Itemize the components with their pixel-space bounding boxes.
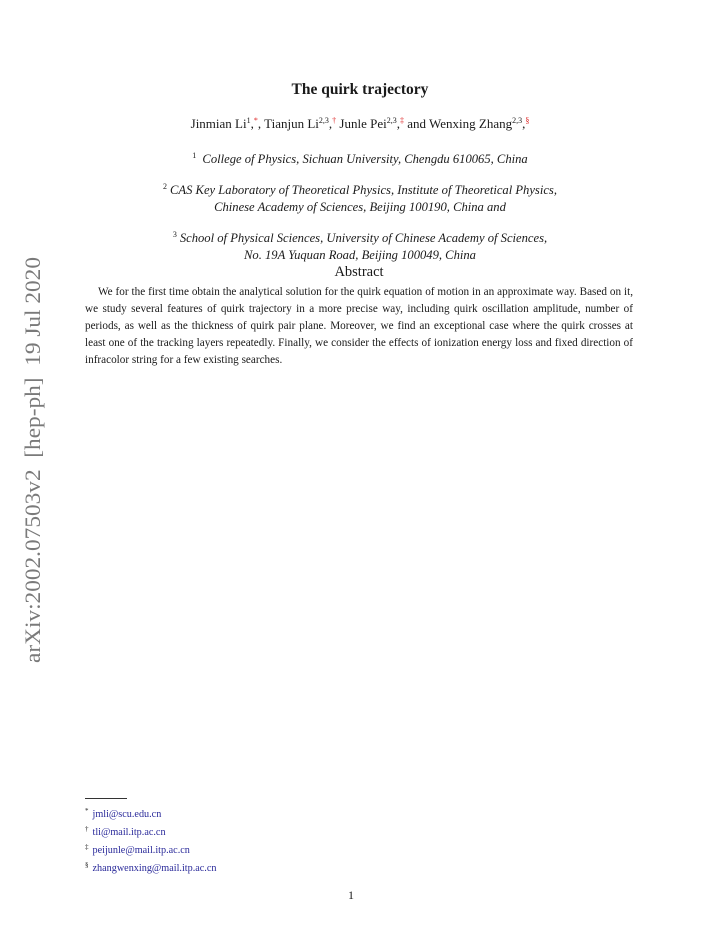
author: Wenxing Zhang$^{2,3}$,§ [429,116,530,131]
arxiv-stamp [14,255,50,665]
page-number: 1 [348,888,354,902]
affiliation-1-line-1: College of Physics, Sichuan University, Chengdu 610065, China [202,152,528,166]
author-footnote-mark[interactable]: † [332,116,337,125]
affiliation-3-line-1: School of Physical Sciences, University of Chinese Academy of Sciences, [179,231,548,245]
abstract-paragraph: We for the first time obtain the analytical solution for the quirk equation of motion in an approximate way. Based on it, we study several features of quirk trajectory in a more precise way, including quirk oscillation amplitude, number of periods, as well as the thickness of quirk pair plane. Moreover, we find an exceptional case where the quirk crosses at least one of the tracking layers repeatedly. Finally, we consider the effects of ionization energy loss and fixed direction of infracolor string for a few existing searches. [85,286,633,366]
arxiv-stamp-svg [14,255,50,665]
footnote-mark: † [85,825,89,833]
affiliation-1-number: 1 [192,151,197,160]
affiliation-3-number: 3 [172,230,177,239]
affiliation-2-number: 2 [163,182,167,191]
author-name: Wenxing Zhang [429,116,513,131]
author-name: Junle Pei [339,116,387,131]
footnote-email-link[interactable]: jmli@scu.edu.cn [92,809,162,820]
abstract-heading: Abstract [334,264,384,280]
affiliation-3-line-2: No. 19A Yuquan Road, Beijing 100049, China [244,248,476,262]
author: Tianjun Li$^{2,3}$,† [264,116,337,131]
footnotes [85,804,216,876]
affiliation-2-line-2: Chinese Academy of Sciences, Beijing 100190, China and [214,200,506,214]
abstract-body [85,284,633,369]
author-separator: and [403,116,430,131]
footnote-mark: * [85,807,89,815]
affiliation-2-line-1: CAS Key Laboratory of Theoretical Physics, Institute of Theoretical Physics, [170,183,557,197]
author-affiliation-mark: 2,3 [512,116,523,125]
footnote-mark: § [85,861,89,869]
affiliation-1 [0,147,720,168]
footnote-item [85,804,216,822]
footnote-item [85,822,216,840]
author-list [0,116,720,132]
author-affiliation-mark: 1 [246,116,251,125]
affiliation-3 [0,226,720,264]
footnote-email-link[interactable]: tli@mail.itp.ac.cn [92,827,166,838]
author: Junle Pei$^{2,3}$,‡ [339,116,404,131]
affiliation-2 [0,178,720,216]
author: Jinmian Li$^1$,* [190,116,258,131]
author-affiliation-mark: 2,3 [386,116,397,125]
author-footnote-mark[interactable]: * [253,116,258,125]
footnote-mark: ‡ [85,843,89,851]
footnote-item [85,858,216,876]
author-affiliation-mark: 2,3 [318,116,329,125]
footnote-item [85,840,216,858]
footnote-email-link[interactable]: zhangwenxing@mail.itp.ac.cn [92,863,217,874]
paper-title: The quirk trajectory [291,81,429,98]
footnote-email-link[interactable]: peijunle@mail.itp.ac.cn [92,845,190,856]
author-footnote-mark[interactable]: ‡ [399,116,404,125]
author-separator: , [257,116,265,131]
author-name: Tianjun Li [264,116,319,131]
author-footnote-mark[interactable]: § [525,116,530,125]
footnote-rule [85,798,127,799]
arxiv-stamp-text: arXiv:2002.07503v2 [hep-ph] 19 Jul 2020 [20,279,45,663]
author-name: Jinmian Li [190,116,247,131]
